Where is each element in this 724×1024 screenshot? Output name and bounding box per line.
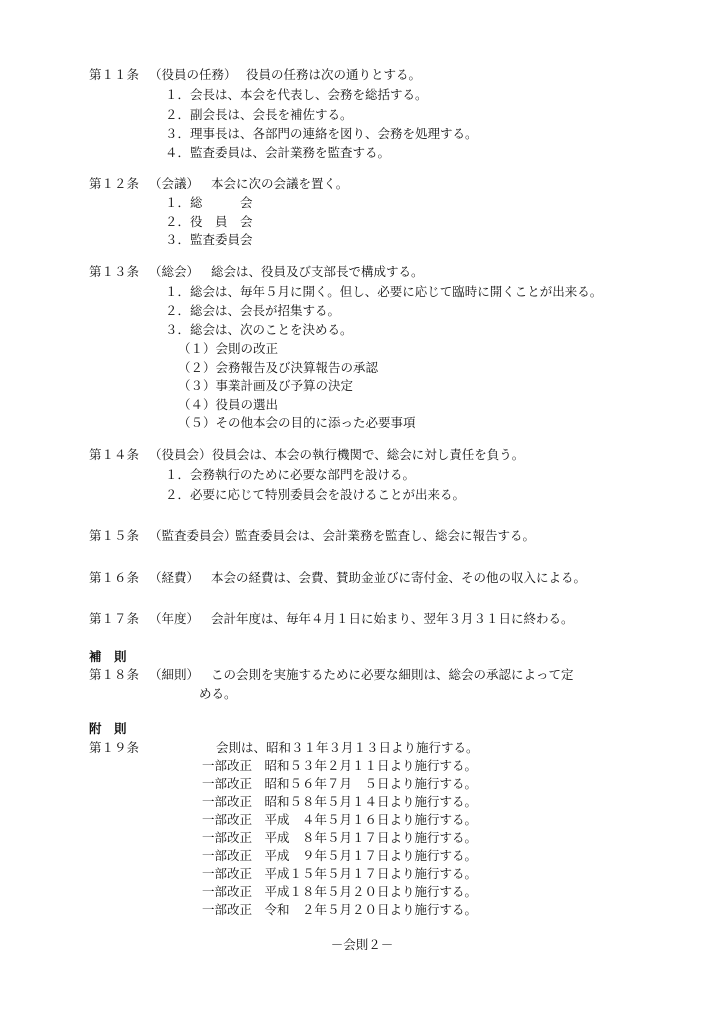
sub-list-item: （４）役員の選出 [178, 397, 279, 412]
revision-line: 一部改正 平成 ８年５月１７日より施行する。 [202, 830, 478, 845]
article-number: 第１５条 [89, 528, 140, 543]
article-text-continued: める。 [199, 686, 237, 701]
list-item: ２．総会は、会長が招集する。 [165, 303, 341, 318]
article-heading: （役員の任務） [149, 67, 237, 82]
article-heading: （細則） [149, 667, 200, 682]
list-item: １．会長は、本会を代表し、会務を総括する。 [165, 87, 428, 102]
article-number: 第１３条 [89, 264, 140, 279]
list-item: １．総 会 [165, 195, 253, 210]
article-number: 第１６条 [89, 570, 140, 585]
article-11-header [89, 66, 421, 84]
article-12-header [89, 175, 348, 193]
revision-line: 一部改正 令和 ２年５月２０日より施行する。 [202, 902, 478, 917]
revision-line: 一部改正 昭和５８年５月１４日より施行する。 [202, 794, 478, 809]
revision-line: 一部改正 平成 ４年５月１６日より施行する。 [202, 812, 478, 827]
article-number: 第１２条 [89, 176, 140, 191]
article-heading: （総会） [149, 264, 200, 279]
article-text: 会計年度は、毎年４月１日に始まり、翌年３月３１日に終わる。 [211, 611, 574, 626]
article-19-number: 第１９条 [89, 740, 140, 755]
article-number: 第１７条 [89, 611, 140, 626]
list-item: ３．総会は、次のことを決める。 [165, 322, 353, 337]
article-15-header [89, 527, 535, 545]
revision-line: 一部改正 平成 ９年５月１７日より施行する。 [202, 848, 478, 863]
article-heading: （役員会） [149, 447, 212, 462]
list-item: ３．監査委員会 [165, 232, 253, 247]
article-text: 総会は、役員及び支部長で構成する。 [211, 264, 424, 279]
list-item: ４．監査委員は、会計業務を監査する。 [165, 145, 391, 160]
article-text: 役員の任務は次の通りとする。 [246, 67, 422, 82]
revision-line: 一部改正 平成１８年５月２０日より施行する。 [202, 884, 478, 899]
article-18-header [89, 666, 574, 684]
article-16-header [89, 569, 586, 587]
article-heading: （経費） [149, 570, 200, 585]
enactment-line: 会則は、昭和３１年３月１３日より施行する。 [216, 740, 479, 755]
article-13-header [89, 263, 424, 281]
revision-line: 一部改正 昭和５３年２月１１日より施行する。 [202, 758, 478, 773]
section-title-supplementary: 補 則 [89, 649, 127, 664]
article-17-header [89, 610, 574, 628]
article-heading: （監査委員会） [149, 528, 237, 543]
article-14-header [89, 446, 524, 464]
article-text: 役員会は、本会の執行機関で、総会に対し責任を負う。 [212, 447, 525, 462]
article-text: この会則を実施するために必要な細則は、総会の承認によって定 [211, 667, 574, 682]
list-item: ３．理事長は、各部門の連絡を図り、会務を処理する。 [165, 126, 478, 141]
list-item: １．総会は、毎年５月に開く。但し、必要に応じて臨時に開くことが出来る。 [165, 284, 603, 299]
list-item: ２．必要に応じて特別委員会を設けることが出来る。 [165, 487, 466, 502]
article-number: 第１８条 [89, 667, 140, 682]
list-item: ２．副会長は、会長を補佐する。 [165, 107, 353, 122]
list-item: １．会務執行のために必要な部門を設ける。 [165, 467, 416, 482]
article-number: 第１４条 [89, 447, 140, 462]
article-heading: （会議） [149, 176, 200, 191]
sub-list-item: （１）会則の改正 [178, 341, 279, 356]
sub-list-item: （３）事業計画及び予算の決定 [178, 378, 354, 393]
page-footer: －会則２－ [330, 937, 394, 952]
sub-list-item: （２）会務報告及び決算報告の承認 [178, 360, 379, 375]
revision-line: 一部改正 昭和５６年７月 ５日より施行する。 [202, 776, 478, 791]
section-title-appendix: 附 則 [89, 721, 127, 736]
sub-list-item: （５）その他本会の目的に添った必要事項 [178, 415, 416, 430]
article-heading: （年度） [149, 611, 200, 626]
revision-line: 一部改正 平成１５年５月１７日より施行する。 [202, 866, 478, 881]
article-number: 第１１条 [89, 67, 140, 82]
article-text: 監査委員会は、会計業務を監査し、総会に報告する。 [235, 528, 536, 543]
list-item: ２．役 員 会 [165, 214, 253, 229]
article-text: 本会に次の会議を置く。 [211, 176, 349, 191]
article-text: 本会の経費は、会費、賛助金並びに寄付金、その他の収入による。 [211, 570, 587, 585]
